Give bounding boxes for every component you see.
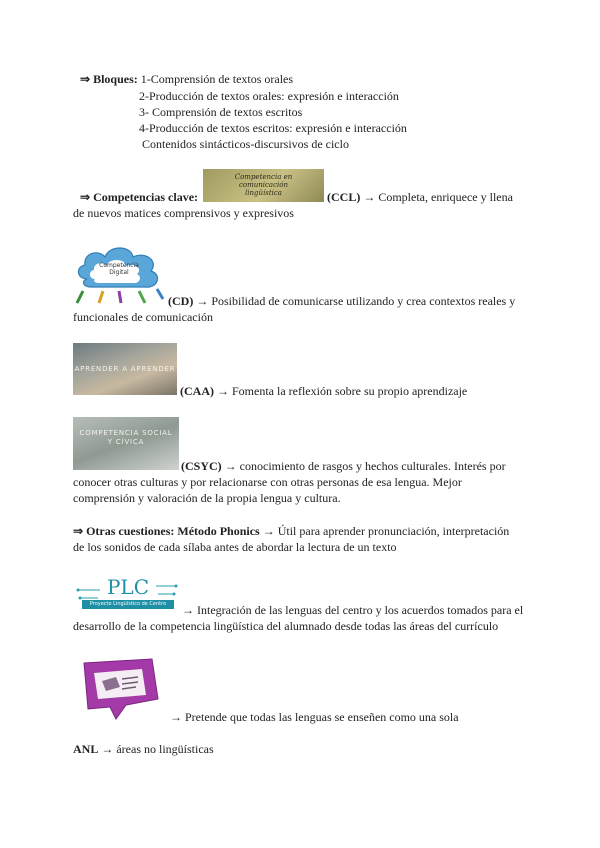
plc-logo-text: PLC <box>106 576 150 599</box>
caa-abbr: (CAA) <box>180 384 214 398</box>
ccl-text: → Completa, enriquece y llena <box>363 190 513 204</box>
csyc-line-3: comprensión y valoración de la propia lengua y cultura. <box>73 491 341 505</box>
cd-line-1 <box>168 294 515 309</box>
otras-line-2: de los sonidos de cada sílaba antes de abordar la lectura de un texto <box>73 540 397 554</box>
caa-text: → Fomenta la reflexión sobre su propio aprendizaje <box>217 384 468 398</box>
cil-line: → Pretende que todas las lenguas se enseñen como una sola <box>170 710 459 724</box>
anl-text: → áreas no lingüísticas <box>101 742 214 756</box>
plc-line-1: → Integración de las lenguas del centro y los acuerdos tomados para el <box>182 603 524 617</box>
csyc-line-1 <box>181 459 506 474</box>
bloques-item-4: 4-Producción de textos escritos: expresión e interacción <box>139 121 407 135</box>
bloques-item-3: 3- Comprensión de textos escritos <box>139 105 303 119</box>
csyc-line-2: conocer otras culturas y por relacionarse con otras personas de esa lengua. Mejor <box>73 475 462 489</box>
csyc-image-label-2: Y CÍVICA <box>107 438 145 446</box>
plc-logo <box>76 576 180 612</box>
bloques-label: Bloques: <box>93 72 138 86</box>
plc-logo-subtext: Proyecto Lingüístico de Centro <box>82 600 174 609</box>
bloques-item-5: Contenidos sintácticos-discursivos de ciclo <box>142 137 349 151</box>
otras-line-1 <box>73 524 509 539</box>
otras-text-1: → Útil para aprender pronunciación, interpretación <box>262 524 510 538</box>
cd-text: → Posibilidad de comunicarse utilizando y crea contextos reales y <box>196 294 516 308</box>
double-arrow-icon: ⇒ <box>80 72 91 86</box>
cil-logo <box>76 655 166 721</box>
caa-line <box>180 384 467 399</box>
bloques-item-2: 2-Producción de textos orales: expresión e interacción <box>139 89 399 103</box>
cd-line-2: funcionales de comunicación <box>73 310 213 324</box>
competencias-label: Competencias clave: <box>93 190 199 204</box>
plc-line-2: desarrollo de la competencia lingüística del alumnado desde todas las áreas del currículo <box>73 619 499 633</box>
competencias-heading <box>80 190 198 205</box>
anl-line <box>73 742 214 757</box>
caa-image-label: APRENDER A APRENDER <box>74 365 176 373</box>
csyc-text-1: → conocimiento de rasgos y hechos culturales. Interés por <box>224 459 506 473</box>
ccl-line-1 <box>327 190 513 205</box>
cd-abbr: (CD) <box>168 294 194 308</box>
cd-image <box>73 239 165 305</box>
csyc-image-label-1: COMPETENCIA SOCIAL <box>79 429 173 437</box>
double-arrow-icon: ⇒ <box>80 190 91 204</box>
speech-bubble-icon <box>76 655 166 721</box>
ccl-line-2: de nuevos matices comprensivos y expresivos <box>73 206 294 220</box>
csyc-abbr: (CSYC) <box>181 459 222 473</box>
cd-image-label-1: Competencia <box>99 262 139 269</box>
anl-label: ANL <box>73 742 99 756</box>
ccl-abbr: (CCL) <box>327 190 361 204</box>
ccl-image: Competencia en comunicación lingüística <box>203 169 324 202</box>
caa-image <box>73 343 177 395</box>
double-arrow-icon: ⇒ <box>73 524 84 538</box>
bloques-heading <box>80 72 293 87</box>
otras-label: Otras cuestiones: Método Phonics <box>86 524 260 538</box>
cd-image-label-2: Digital <box>109 269 129 276</box>
bloques-item-1: 1-Comprensión de textos orales <box>140 72 294 86</box>
csyc-image <box>73 417 179 470</box>
